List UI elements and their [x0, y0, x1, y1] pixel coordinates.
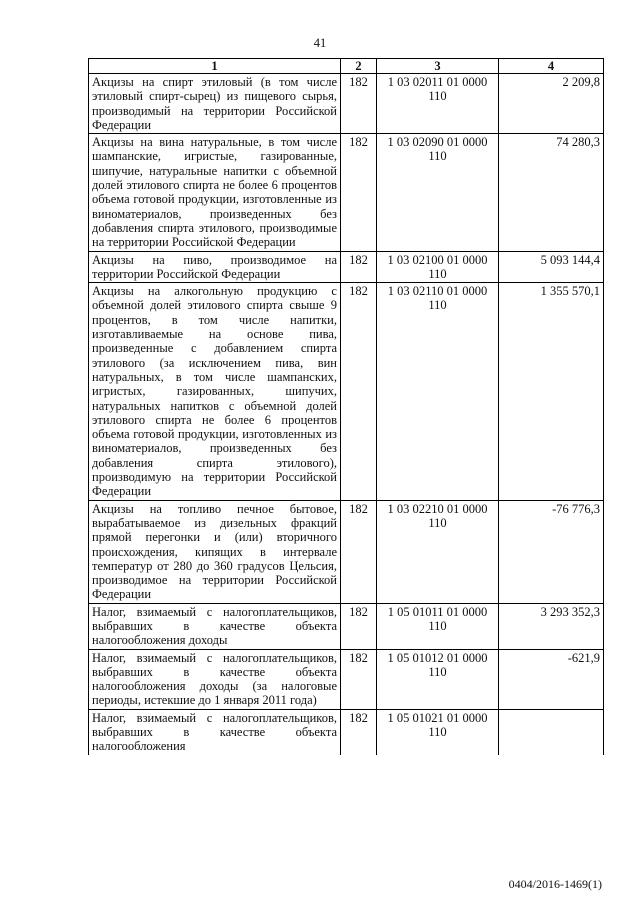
revenue-name: Налог, взимаемый с налогоплательщиков, выбравших в качестве объекта налогообложения доходы (за налоговые периоды, истекшие до 1 января 2011 года) [89, 649, 341, 709]
column-header-3: 3 [377, 59, 499, 74]
table-row [89, 134, 604, 251]
revenue-name: Акцизы на топливо печное бытовое, вырабатываемое из дизельных фракций прямой перегонки и (или) вторичного происхождения, кипящих в интервале температур от 280 до 360 градусов Цельсия, производимое на территории Российской Федерации [89, 500, 341, 603]
admin-code: 182 [341, 649, 377, 709]
amount: 74 280,3 [499, 134, 604, 251]
admin-code: 182 [341, 134, 377, 251]
table-row [89, 500, 604, 603]
table-row [89, 709, 604, 754]
table-row [89, 649, 604, 709]
amount: -76 776,3 [499, 500, 604, 603]
budget-classification-code: 1 05 01021 01 0000 110 [377, 709, 499, 754]
document-code: 0404/2016-1469(1) [508, 877, 602, 891]
table-row [89, 283, 604, 500]
page-number: 41 [313, 36, 327, 50]
admin-code: 182 [341, 283, 377, 500]
budget-classification-code: 1 05 01011 01 0000 110 [377, 603, 499, 649]
revenue-name: Акцизы на спирт этиловый (в том числе этиловый спирт-сырец) из пищевого сырья, производимый на территории Российской Федерации [89, 74, 341, 134]
table-row [89, 74, 604, 134]
revenue-name: Налог, взимаемый с налогоплательщиков, выбравших в качестве объекта налогообложения [89, 709, 341, 754]
table-header-row [89, 59, 604, 74]
amount: -621,9 [499, 649, 604, 709]
amount: 5 093 144,4 [499, 251, 604, 283]
budget-classification-code: 1 03 02011 01 0000 110 [377, 74, 499, 134]
amount: 1 355 570,1 [499, 283, 604, 500]
amount: 2 209,8 [499, 74, 604, 134]
admin-code: 182 [341, 251, 377, 283]
revenue-name: Налог, взимаемый с налогоплательщиков, выбравших в качестве объекта налогообложения доходы [89, 603, 341, 649]
amount [499, 709, 604, 754]
admin-code: 182 [341, 74, 377, 134]
column-header-1: 1 [89, 59, 341, 74]
budget-classification-code: 1 03 02090 01 0000 110 [377, 134, 499, 251]
revenue-name: Акцизы на пиво, производимое на территории Российской Федерации [89, 251, 341, 283]
budget-classification-code: 1 03 02110 01 0000 110 [377, 283, 499, 500]
column-header-4: 4 [499, 59, 604, 74]
admin-code: 182 [341, 709, 377, 754]
budget-classification-code: 1 03 02100 01 0000 110 [377, 251, 499, 283]
column-header-2: 2 [341, 59, 377, 74]
budget-classification-code: 1 03 02210 01 0000 110 [377, 500, 499, 603]
admin-code: 182 [341, 500, 377, 603]
budget-revenue-table [88, 58, 604, 755]
revenue-name: Акцизы на алкогольную продукцию с объемной долей этилового спирта свыше 9 процентов, в том числе напитки, изготавливаемые на основе пива, произведенные с добавлением спирта этилового (за исключением пива, вин натуральных, в том числе шампанских, игристых, газированных, шипучих, натуральных напитков с объемной долей этилового спирта не более 6 процентов объема готовой продукции, изготовленных из виноматериалов, произведенных без добавления спирта этилового), производимую на территории Российской Федерации [89, 283, 341, 500]
admin-code: 182 [341, 603, 377, 649]
amount: 3 293 352,3 [499, 603, 604, 649]
revenue-name: Акцизы на вина натуральные, в том числе шампанские, игристые, газированные, шипучие, натуральные напитки с объемной долей этилового спирта не более 6 процентов объема готовой продукции, изготовленные из виноматериалов, произведенных без добавления спирта этилового, производимые на территории Российской Федерации [89, 134, 341, 251]
table-row [89, 603, 604, 649]
table-row [89, 251, 604, 283]
budget-classification-code: 1 05 01012 01 0000 110 [377, 649, 499, 709]
